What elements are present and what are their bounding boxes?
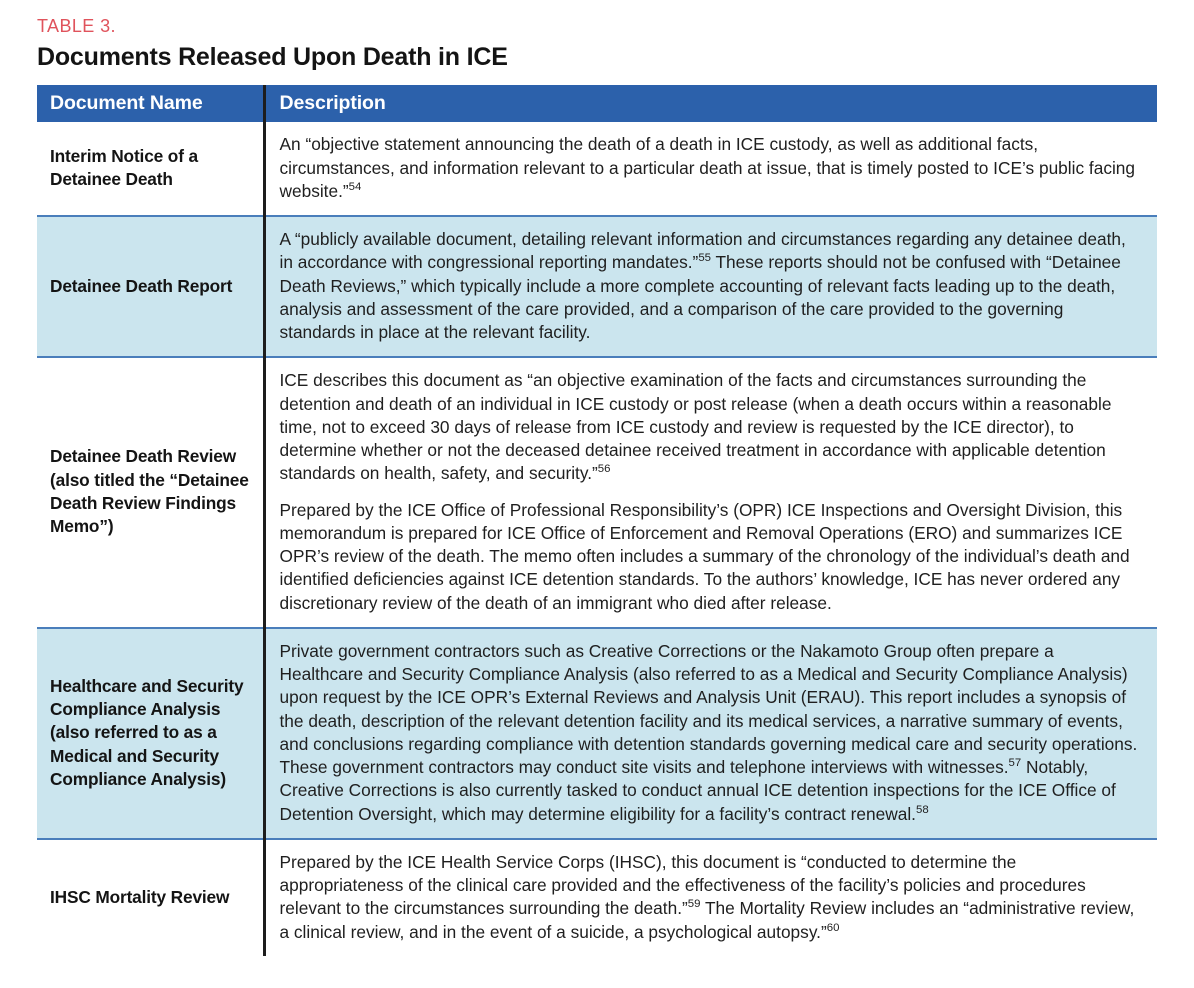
footnote-marker: 56 xyxy=(597,463,611,476)
description-paragraph: Prepared by the ICE Office of Professional Responsibility’s (OPR) ICE Inspections and Oversight Division, this memorandum is prepared for ICE Office of Enforcement and Removal Operations (ERO) and summarizes ICE OPR’s review of the death. The memo often includes a summary of the chronology of the individual’s death and identified deficiencies against ICE detention standards. To the authors’ knowledge, ICE has never ordered any discretionary review of the death of an immigrant who died after release. xyxy=(279,499,1130,613)
column-header-description: Description xyxy=(264,85,1157,122)
description-cell xyxy=(264,122,1157,216)
table-row xyxy=(37,122,1157,216)
description-paragraph: Private government contractors such as Creative Corrections or the Nakamoto Group often prepare a Healthcare and Security Compliance Analysis (also referred to as a Medical and Security Compliance Analysis) upon request by the ICE OPR’s External Reviews and Analysis Unit (ERAU). This report includes a synopsis of the death, description of the relevant detention facility and its medical services, a narrative summary of events, and conclusions regarding compliance with detention standards governing medical care and security operations. These government contractors may conduct site visits and telephone interviews with witnesses.$^{57}$ Notably, Creative Corrections is also currently tasked to conduct annual ICE detention inspections for the ICE Office of Detention Oversight, which may determine eligibility for a facility’s contract renewal.$^{58}$ xyxy=(279,640,1138,824)
description-cell xyxy=(264,839,1157,956)
description-paragraph: Prepared by the ICE Health Service Corps (IHSC), this document is “conducted to determine the appropriateness of the clinical care provided and the effectiveness of the facility’s policies and procedures relevant to the circumstances surrounding the death.”$^{59}$ The Mortality Review includes an “administrative review, a clinical review, and in the event of a suicide, a psychological autopsy.”$^{60}$ xyxy=(279,851,1135,942)
footnote-marker: 54 xyxy=(348,181,362,194)
description-paragraph: An “objective statement announcing the death of a death in ICE custody, as well as additional facts, circumstances, and information relevant to a particular death at issue, that is timely posted to ICE’s public facing website.”$^{54}$ xyxy=(279,134,1136,201)
footnote-marker: 57 xyxy=(1008,757,1022,770)
description-cell xyxy=(264,357,1157,628)
documents-table xyxy=(37,85,1157,956)
description-cell xyxy=(264,216,1157,357)
description-cell xyxy=(264,628,1157,839)
page-title: Documents Released Upon Death in ICE xyxy=(37,43,508,71)
description-paragraph: A “publicly available document, detailing relevant information and circumstances regarding any detainee death, in accordance with congressional reporting mandates.”$^{55}$ These reports should not be confused with “Detainee Death Reviews,” which typically include a more complete accounting of relevant facts leading up to the death, analysis and assessment of the care provided, and a comparison of the care provided to the governing standards in place at the relevant facility. xyxy=(279,229,1126,343)
document-name-cell: Interim Notice of a Detainee Death xyxy=(37,122,264,216)
table-row xyxy=(37,357,1157,628)
footnote-marker: 60 xyxy=(826,921,840,934)
description-paragraph: ICE describes this document as “an objective examination of the facts and circumstances surrounding the detention and death of an individual in ICE custody or post release (when a death occurs within a reasonable time, not to exceed 30 days of release from ICE custody and review is requested by the ICE director), to determine whether or not the deceased detainee received treatment in accordance with applicable detention standards on health, safety, and security.”$^{56}$ xyxy=(279,370,1112,484)
document-name-cell: Healthcare and Security Compliance Analysis (also referred to as a Medical and Security Compliance Analysis) xyxy=(37,628,264,839)
footnote-marker: 58 xyxy=(915,803,929,816)
table-row xyxy=(37,216,1157,357)
table-header-row xyxy=(37,85,1157,122)
document-name-cell: IHSC Mortality Review xyxy=(37,839,264,956)
footnote-marker: 59 xyxy=(687,898,701,911)
table-header xyxy=(37,85,1157,122)
table-row xyxy=(37,628,1157,839)
table-number-label: TABLE 3. xyxy=(37,16,116,36)
column-header-document-name: Document Name xyxy=(37,85,264,122)
table-body xyxy=(37,122,1157,956)
document-name-cell: Detainee Death Report xyxy=(37,216,264,357)
footnote-marker: 55 xyxy=(698,252,712,265)
document-name-cell: Detainee Death Review (also titled the “Detainee Death Review Findings Memo”) xyxy=(37,357,264,628)
table-row xyxy=(37,839,1157,956)
